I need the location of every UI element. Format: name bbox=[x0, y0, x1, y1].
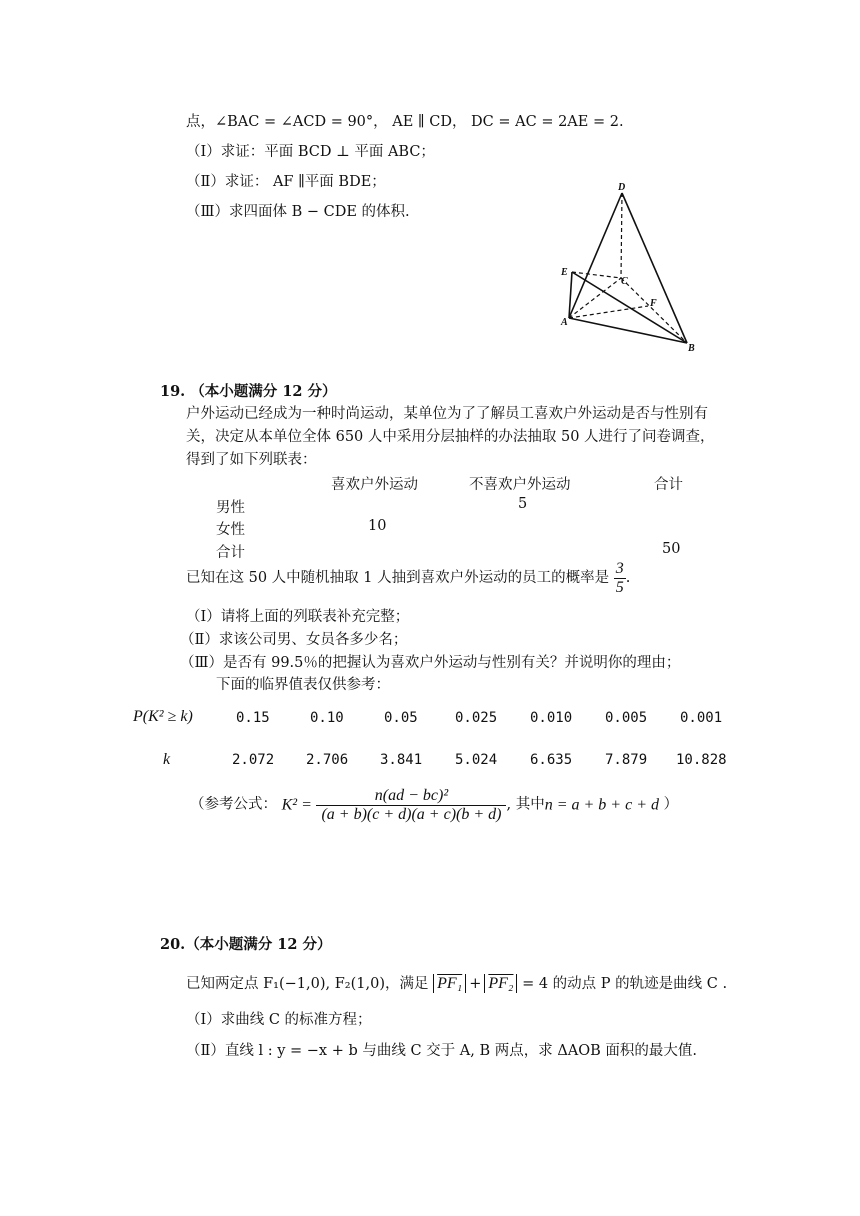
q19-probability bbox=[186, 560, 630, 596]
crit-k-value: 2.072 bbox=[232, 752, 275, 768]
crit-k-value: 6.635 bbox=[530, 752, 573, 768]
formula-prefix: （参考公式： bbox=[190, 796, 277, 813]
plus-sign: + bbox=[469, 976, 482, 992]
crit-k-value: 2.706 bbox=[306, 752, 349, 768]
crit-k-label: k bbox=[163, 751, 171, 768]
reference-formula bbox=[190, 787, 678, 823]
crit-k-value: 10.828 bbox=[676, 752, 727, 768]
formula-fraction bbox=[316, 787, 506, 823]
edge-DA-solid bbox=[569, 193, 622, 318]
crit-k-value: 5.024 bbox=[455, 752, 498, 768]
edge-AB bbox=[569, 318, 687, 343]
q19-part1: （Ⅰ）请将上面的列联表补充完整； bbox=[186, 609, 410, 625]
crit-k-value: 3.841 bbox=[380, 752, 423, 768]
label-D: D bbox=[618, 182, 626, 193]
q18-part3: （Ⅲ）求四面体 B − CDE 的体积. bbox=[186, 204, 410, 220]
table-header-dislike: 不喜欢户外运动 bbox=[469, 477, 571, 493]
q20-part1: （Ⅰ）求曲线 C 的标准方程； bbox=[186, 1012, 372, 1028]
edge-DC bbox=[621, 193, 622, 278]
label-F: F bbox=[650, 298, 657, 309]
crit-p-value: 0.10 bbox=[310, 710, 344, 726]
q19-intro-1: 户外运动已经成为一种时尚运动，某单位为了了解员工喜欢户外运动是否与性别有 bbox=[186, 406, 708, 422]
label-B: B bbox=[688, 343, 695, 354]
row-female-label: 女性 bbox=[216, 522, 245, 538]
q19-header: 19. （本小题满分 12 分） bbox=[160, 383, 337, 400]
label-C: C bbox=[621, 276, 628, 287]
row-female-like: 10 bbox=[368, 518, 387, 534]
row-total-total: 50 bbox=[662, 541, 681, 557]
crit-p-value: 0.15 bbox=[236, 710, 270, 726]
abs-pf1 bbox=[433, 974, 466, 993]
q19-intro-2: 关，决定从本单位全体 650 人中采用分层抽样的办法抽取 50 人进行了问卷调查， bbox=[186, 429, 715, 445]
row-male-dislike: 5 bbox=[518, 496, 528, 512]
edge-EB bbox=[572, 272, 687, 343]
q20-part2: （Ⅱ）直线 l : y = −x + b 与曲线 C 交于 A, B 两点，求 ΔAOB 面积的最大值. bbox=[186, 1043, 698, 1059]
table-header-like: 喜欢户外运动 bbox=[331, 477, 418, 493]
q18-part1: （Ⅰ）求证：平面 BCD ⊥ 平面 ABC； bbox=[186, 144, 435, 160]
given-text-end: = 4 的动点 P 的轨迹是曲线 C . bbox=[522, 976, 728, 992]
fraction-denominator: 5 bbox=[615, 578, 624, 596]
row-total-label: 合计 bbox=[216, 545, 245, 561]
edge-CB bbox=[621, 278, 687, 343]
period: . bbox=[625, 570, 631, 587]
formula-denominator: (a + b)(c + d)(a + c)(b + d) bbox=[321, 805, 502, 823]
probability-text: 已知在这 50 人中随机抽取 1 人抽到喜欢户外运动的员工的概率是 bbox=[186, 570, 610, 587]
vector-pf2: PF₂ bbox=[488, 975, 514, 992]
q19-ref-note: 下面的临界值表仅供参考： bbox=[216, 677, 390, 693]
crit-p-value: 0.05 bbox=[384, 710, 418, 726]
edge-DB bbox=[622, 193, 687, 343]
crit-p-value: 0.025 bbox=[455, 710, 498, 726]
q20-given bbox=[186, 974, 727, 993]
crit-k-value: 7.879 bbox=[605, 752, 648, 768]
row-male-label: 男性 bbox=[216, 500, 245, 516]
fraction-numerator: 3 bbox=[615, 560, 624, 577]
label-E: E bbox=[561, 267, 568, 278]
q20-header: 20.（本小题满分 12 分） bbox=[160, 936, 332, 953]
crit-p-value: 0.010 bbox=[530, 710, 573, 726]
formula-close: ） bbox=[663, 796, 679, 813]
formula-sum: n = a + b + c + d bbox=[544, 796, 659, 814]
formula-numerator: n(ad − bc)² bbox=[316, 787, 506, 806]
table-header-total: 合计 bbox=[654, 477, 683, 493]
crit-p-value: 0.001 bbox=[680, 710, 723, 726]
abs-pf2 bbox=[484, 974, 517, 993]
q19-intro-3: 得到了如下列联表： bbox=[186, 452, 317, 468]
vector-pf1: PF₁ bbox=[437, 975, 463, 992]
q18-conditions: 点，∠BAC = ∠ACD = 90°， AE ∥ CD， DC = AC = 2AE = 2. bbox=[186, 114, 624, 130]
formula-suffix: , 其中 bbox=[506, 796, 545, 813]
crit-p-label: P(K² ≥ k) bbox=[133, 708, 193, 725]
q19-part2: （Ⅱ）求该公司男、女员各多少名； bbox=[180, 632, 408, 648]
crit-p-value: 0.005 bbox=[605, 710, 648, 726]
given-text: 已知两定点 F₁(−1,0), F₂(1,0)，满足 bbox=[186, 976, 429, 992]
probability-fraction bbox=[614, 560, 626, 596]
tetrahedron-figure bbox=[555, 178, 705, 356]
q19-part3: （Ⅲ）是否有 99.5％的把握认为喜欢户外运动与性别有关？并说明你的理由； bbox=[180, 655, 681, 671]
formula-lhs: K² = bbox=[281, 796, 312, 814]
q18-part2: （Ⅱ）求证： AF ∥平面 BDE； bbox=[186, 174, 386, 190]
label-A: A bbox=[561, 317, 568, 328]
